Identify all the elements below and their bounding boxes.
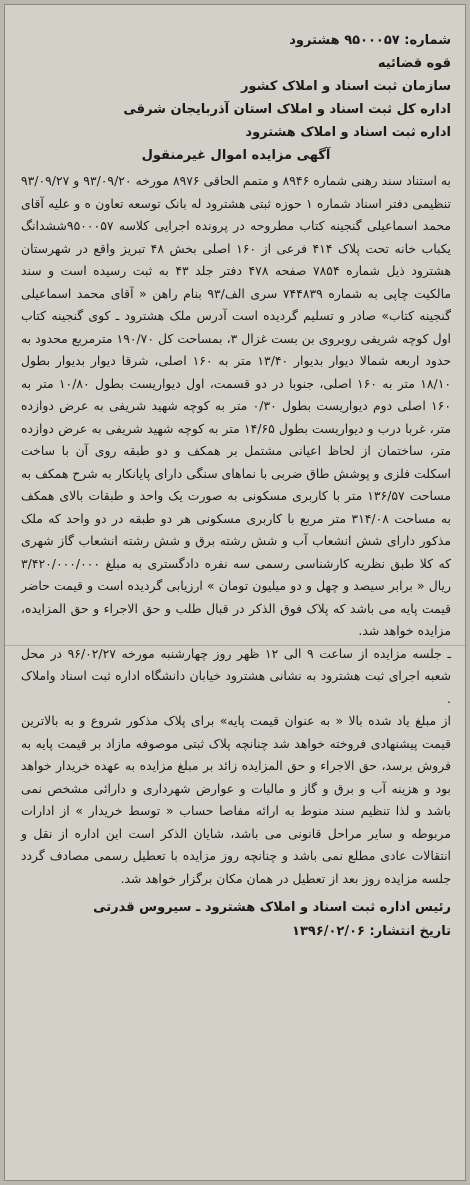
notice-body: [21, 170, 451, 890]
property-description-paragraph: به استناد سند رهنی شماره ۸۹۴۶ و متمم الحاقی ۸۹۷۶ مورخه ۹۳/۰۹/۲۰ و ۹۳/۰۹/۲۷ تنظیمی دفتر اسناد شماره ۱ حوزه ثبتی هشترود له بانک توسعه تعاون ه و علیه آقای محمد اسماعیلی گنجینه کتاب مطروحه در پرونده اجرایی کلاسه ۹۵۰۰۰۵۷ششدانگ یکباب خانه تحت پلاک ۴۱۴ فرعی از ۱۶۰ اصلی بخش ۴۸ تبریز واقع در شهرستان هشترود ذیل شماره ۷۸۵۴ صفحه ۴۷۸ دفتر جلد ۴۳ به ثبت رسیده است و سند مالکیت چاپی به شماره ۷۴۴۸۳۹ سری الف/۹۳ بنام راهن « آقای محمد اسماعیلی گنجینه کتاب» صادر و تسلیم گردیده است آدرس ملک هشترود ـ کوی گنجینه کتاب اول کوچه شریفی روبروی بن بست غزال ۳، بمساحت کل ۱۹۰/۷۰ مترمربع محدود به حدود اربعه شمالا دیوار بدیوار ۱۳/۴۰ متر به ۱۶۰ اصلی، شرقا دیوار بدیوار بطول ۱۸/۱۰ متر به ۱۶۰ اصلی، جنوبا در دو قسمت، اول دیواریست بطول ۱۰/۸۰ متر به ۱۶۰ اصلی دوم دیواریست بطول ۰/۳۰ متر به کوچه شهید شریفی به عرض دوازده متر، غربا درب و دیواریست بطول ۱۴/۶۵ متر به کوچه شهید شریفی به عرض دوازده متر، ساختمان از لحاظ اعیانی مشتمل بر همکف و دو طبقه روی آن با ساخت اسکلت فلزی و پوشش طاق ضربی با نماهای سنگی دارای پایانکار به شرح همکف به مساحت ۱۳۶/۵۷ متر با کاربری مسکونی به صورت یک واحد و طبقات بالای همکف به مساحت ۳۱۴/۰۸ متر مربع با کاربری مسکونی هر دو طبقه در دو واحد که ملک مذکور دارای شش انشعاب آب و شش رشته برق و شش رشته انشعاب گاز شهری که کلا طبق نظریه کارشناسی رسمی سه نفره دادگستری به مبلغ ۳/۴۲۰/۰۰۰/۰۰۰ ریال « برابر سیصد و چهل و دو میلیون تومان » ارزیابی گردیده است و قیمت حاضر قیمت پایه می باشد که پلاک فوق الذکر در قبال طلب و حق الاجراء و حق المزایده، مزایده خواهد شد.: [21, 173, 452, 638]
org-provincial-office: اداره کل ثبت اسناد و املاک استان آذربایجان شرقی: [123, 102, 451, 117]
publish-date: تاریخ انتشار: ۱۳۹۶/۰۲/۰۶: [292, 924, 451, 939]
org-local-office: اداره ثبت اسناد و املاک هشترود: [245, 125, 451, 140]
auction-session-paragraph: ـ جلسه مزایده از ساعت ۹ الی ۱۲ ظهر روز چهارشنبه مورخه ۹۶/۰۲/۲۷ در محل شعبه اجرای ثبت هشترود به نشانی هشترود خیابان دانشگاه اداره ثبت اسناد واملاک .: [21, 645, 451, 706]
notice-title: آگهی مزایده اموال غیرمنقول: [141, 148, 331, 163]
org-registration-org: سازمان ثبت اسناد و املاک کشور: [240, 79, 451, 94]
notice-number: شماره: ۹۵۰۰۰۵۷ هشترود: [289, 33, 451, 48]
newspaper-notice: [4, 4, 466, 1181]
auction-terms-paragraph: از مبلغ یاد شده بالا « به عنوان قیمت پایه» برای پلاک مذکور شروع و به بالاترین قیمت پیشنهادی فروخته خواهد شد چنانچه پلاک ثبتی موصوفه مازاد بر قیمت پایه به فروش برسد، حق الاجراء و حق المزایده زائد بر مبلغ مزایده به عهده خریدار خواهد بود و هزینه آب و برق و گاز و مالیات و عوارض شهرداری و دارائی مشخص نمی باشد و لذا تنظیم سند منوط به ارائه مفاصا حساب « توسط خریدار » از ادارات مربوطه و سایر مراحل قانونی می باشد، شایان الذکر است این اداره از نقل و انتقالات عادی مطلع نمی باشد و چنانچه روز مزایده با تعطیل رسمی مصادف گردد جلسه مزایده روز بعد از تعطیل در همان مکان برگزار خواهد شد.: [21, 713, 451, 886]
org-judiciary: قوه قضائیه: [377, 56, 451, 71]
signature-line: رئیس اداره ثبت اسناد و املاک هشترود ـ سیروس قدرتی: [93, 900, 451, 915]
paper-fold-line: [5, 645, 465, 646]
